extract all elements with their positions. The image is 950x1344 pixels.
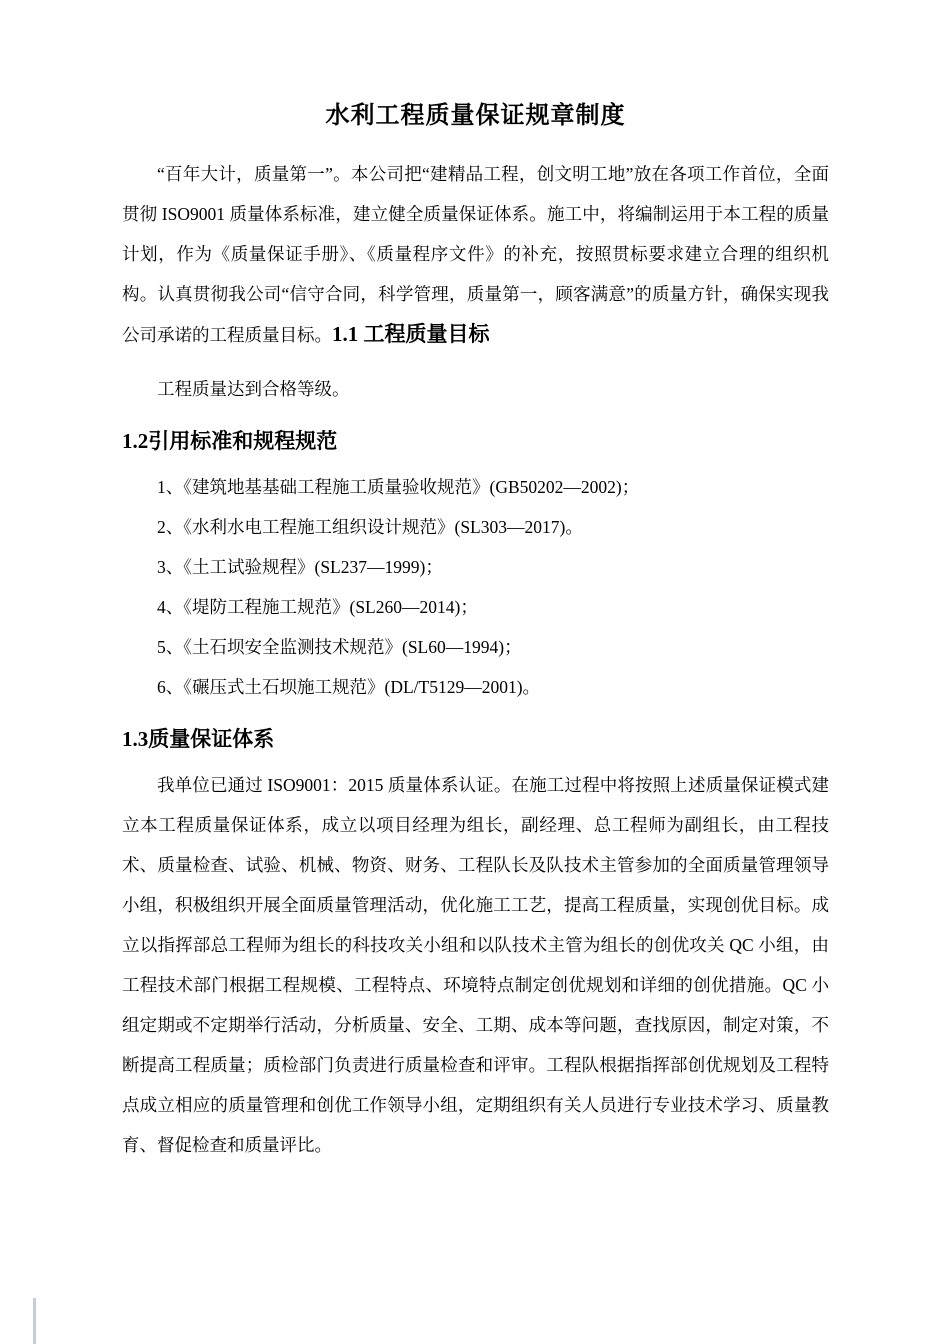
page-edge-artifact	[33, 1298, 36, 1344]
list-item: 6、《碾压式土石坝施工规范》(DL/T5129—2001)。	[157, 677, 541, 697]
heading-1-3: 1.3质量保证体系	[122, 727, 275, 751]
standards-list	[122, 467, 829, 707]
list-item: 5、《土石坝安全监测技术规范》(SL60—1994)；	[157, 637, 522, 657]
heading-1-2: 1.2引用标准和规程规范	[122, 429, 338, 453]
document-title: 水利工程质量保证规章制度	[325, 103, 626, 129]
goal-paragraph: 工程质量达到合格等级。	[157, 379, 350, 399]
list-item: 2、《水利水电工程施工组织设计规范》(SL303—2017)。	[157, 517, 583, 537]
list-item: 3、《土工试验规程》(SL237—1999)；	[157, 557, 443, 577]
list-item: 1、《建筑地基基础工程施工质量验收规范》(GB50202—2002)；	[157, 477, 640, 497]
intro-paragraph	[122, 154, 829, 355]
intro-text: “百年大计，质量第一”。本公司把“建精品工程，创文明工地”放在各项工作首位，全面贯彻 ISO9001 质量体系标准，建立健全质量保证体系。施工中，将编制运用于本工程的质量计划，作为《质量保证手册》、《质量程序文件》的补充，按照贯标要求建立合理的组织机构。认真贯彻我公司“信守合同，科学管理，质量第一，顾客满意”的质量方针，确保实现我公司承诺的工程质量目标。	[122, 164, 829, 345]
list-item: 4、《堤防工程施工规范》(SL260—2014)；	[157, 597, 478, 617]
heading-1-1-inline: 1.1 工程质量目标	[332, 322, 490, 346]
quality-system-paragraph: 我单位已通过 ISO9001：2015 质量体系认证。在施工过程中将按照上述质量保证模式建立本工程质量保证体系，成立以项目经理为组长，副经理、总工程师为副组长，由工程技术、质量检查、试验、机械、物资、财务、工程队长及队技术主管参加的全面质量管理领导小组，积极组织开展全面质量管理活动，优化施工工艺，提高工程质量，实现创优目标。成立以指挥部总工程师为组长的科技攻关小组和以队技术主管为组长的创优攻关 QC 小组，由工程技术部门根据工程规模、工程特点、环境特点制定创优规划和详细的创优措施。QC 小组定期或不定期举行活动，分析质量、安全、工期、成本等问题，查找原因，制定对策，不断提高工程质量；质检部门负责进行质量检查和评审。工程队根据指挥部创优规划及工程特点成立相应的质量管理和创优工作领导小组，定期组织有关人员进行专业技术学习、质量教育、督促检查和质量评比。	[122, 775, 829, 1155]
